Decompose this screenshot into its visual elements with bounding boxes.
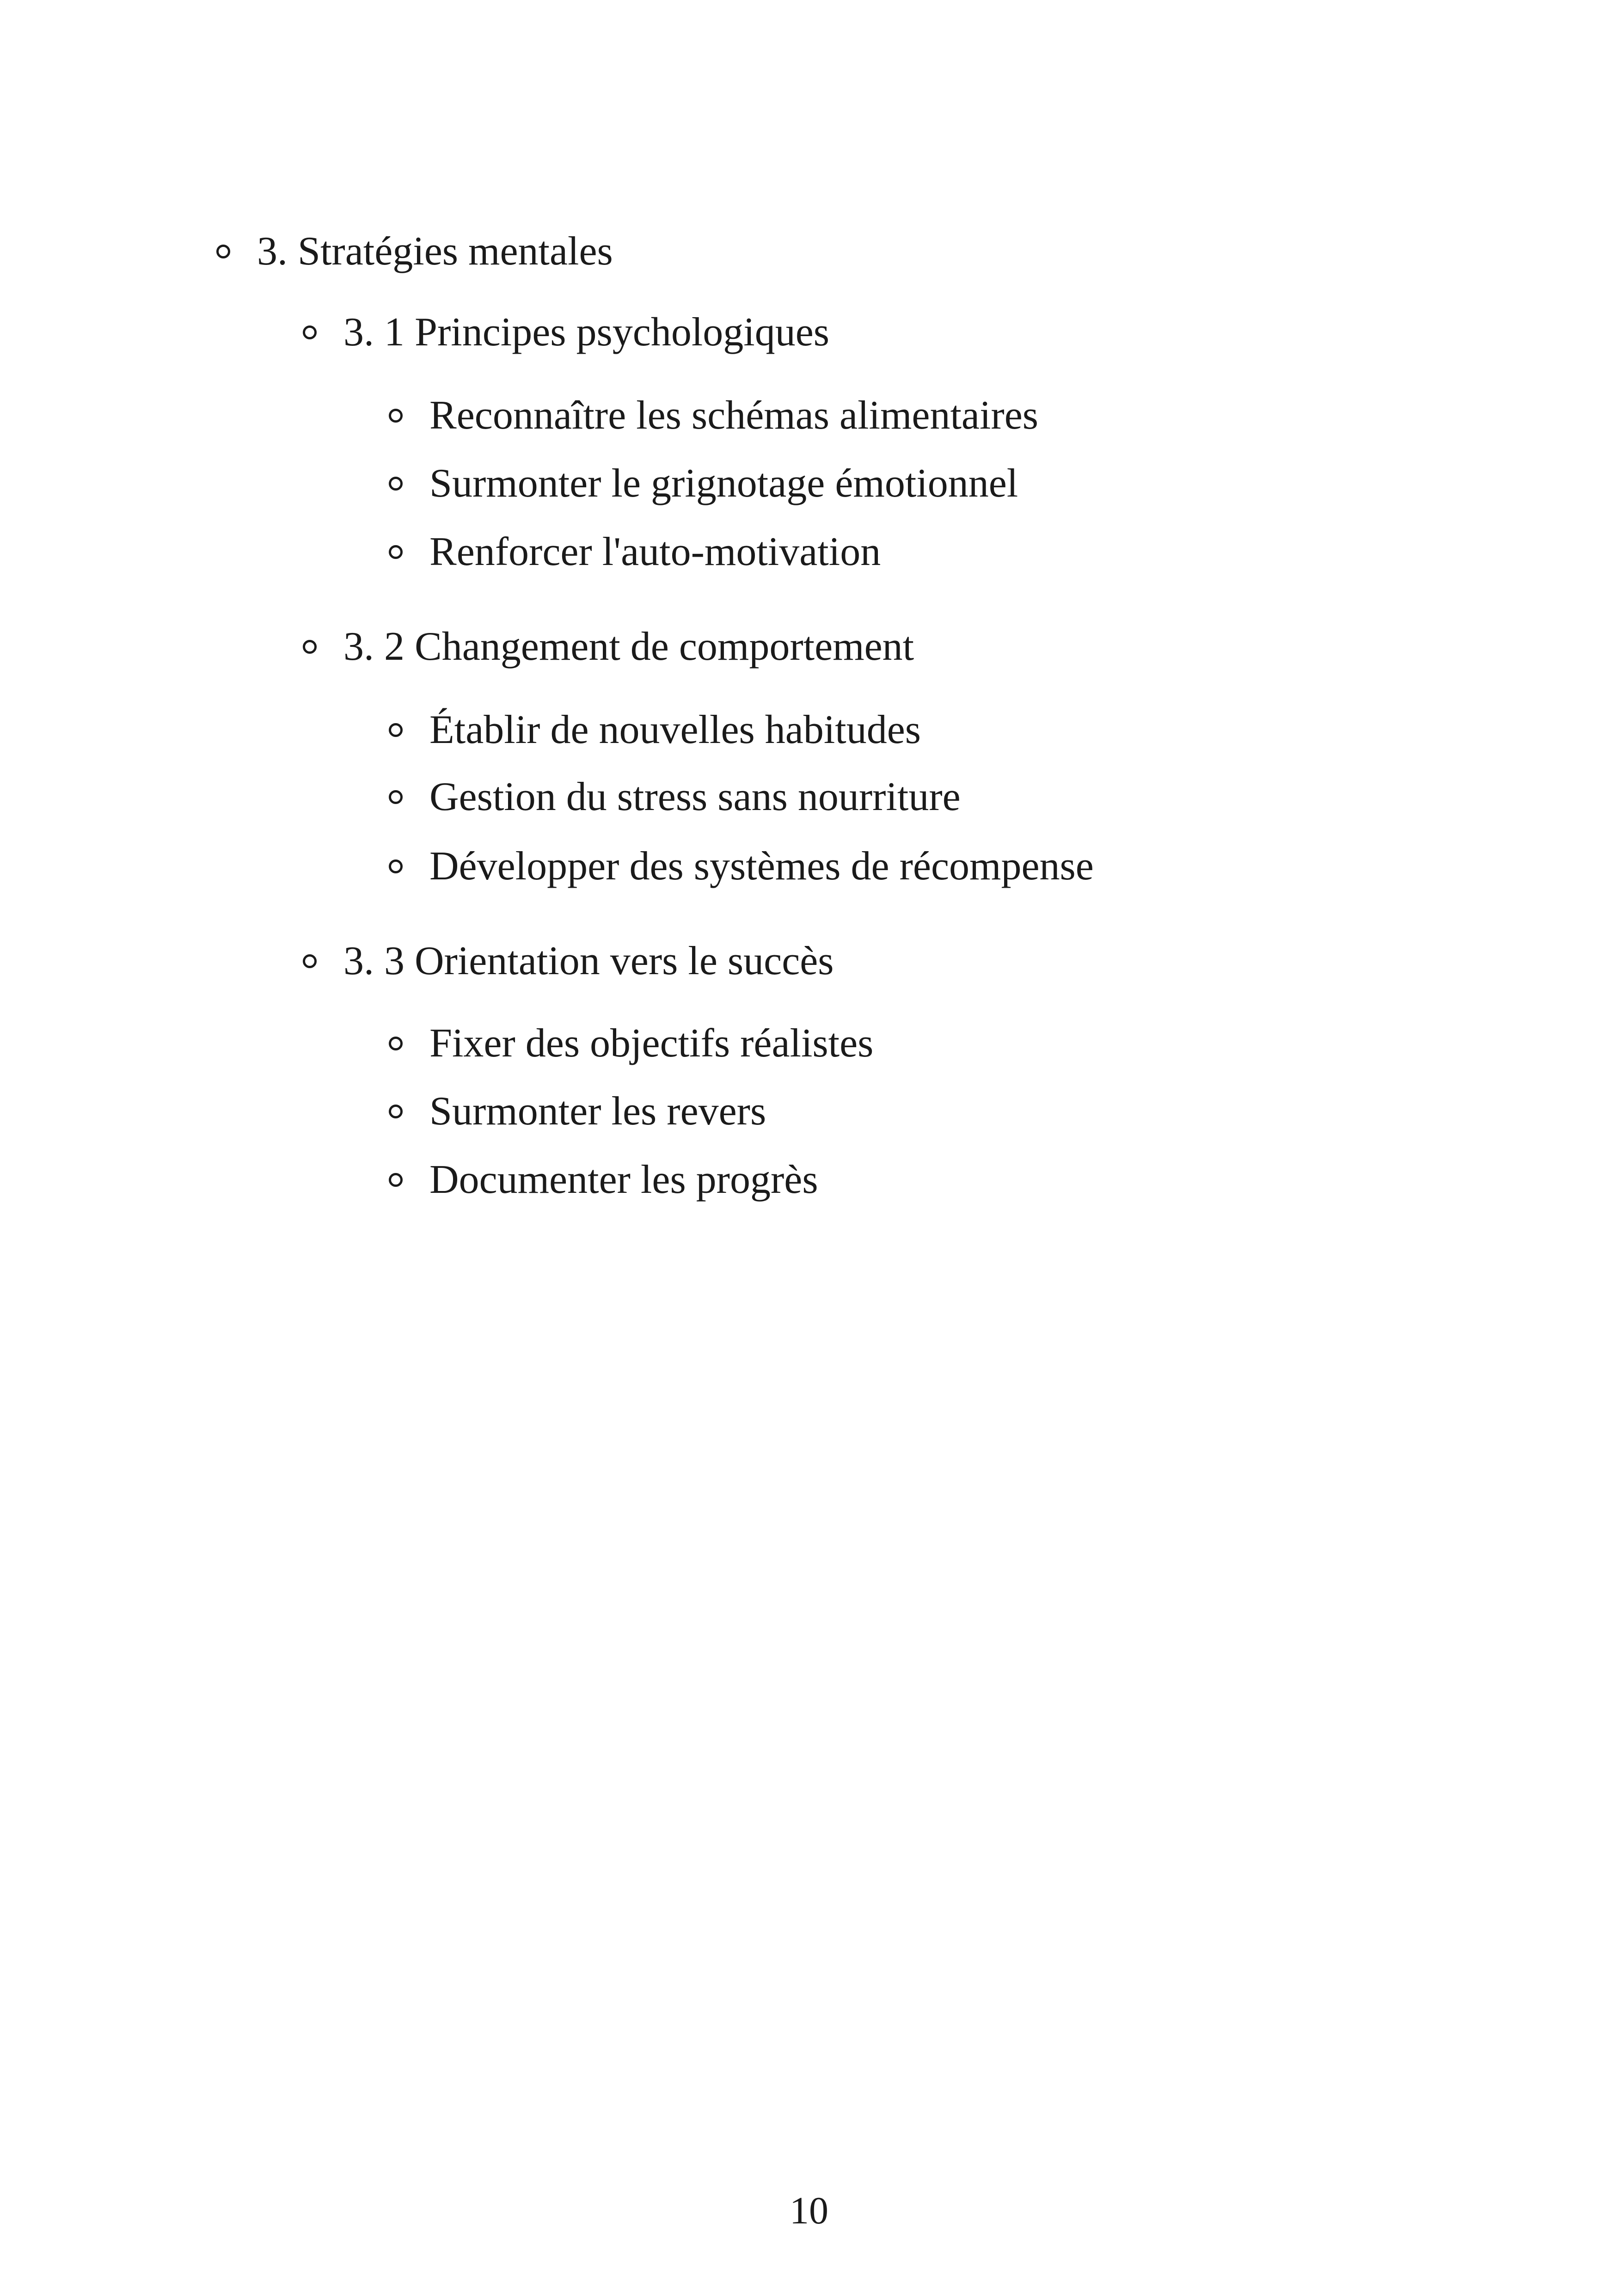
outline-item-level-2: [389, 774, 961, 819]
outline-item-level-1: [303, 312, 829, 353]
outline-item-level-1: [303, 941, 834, 982]
hollow-circle-bullet-icon: [303, 325, 317, 339]
hollow-circle-bullet-icon: [216, 245, 230, 258]
hollow-circle-bullet-icon: [389, 1105, 403, 1118]
outline-item-level-2: [389, 1091, 766, 1132]
section-heading: 3. 1 Principes psychologiques: [343, 310, 830, 355]
hollow-circle-bullet-icon: [389, 545, 403, 559]
outline-item-level-2: [389, 1157, 818, 1202]
list-item: Gestion du stress sans nourriture: [429, 774, 961, 819]
hollow-circle-bullet-icon: [389, 409, 403, 423]
outline-item-level-2: [389, 707, 921, 752]
hollow-circle-bullet-icon: [389, 1173, 403, 1187]
outline-item-level-2: [389, 395, 1038, 436]
hollow-circle-bullet-icon: [389, 790, 403, 804]
list-item: Surmonter les revers: [429, 1089, 766, 1134]
outline-item-level-2: [389, 529, 881, 574]
hollow-circle-bullet-icon: [303, 954, 317, 968]
hollow-circle-bullet-icon: [303, 640, 317, 654]
outline-item-level-1: [303, 626, 914, 667]
list-item: Documenter les progrès: [429, 1157, 818, 1202]
list-item: Reconnaître les schémas alimentaires: [429, 393, 1039, 438]
outline-item-level-2: [389, 1023, 873, 1064]
list-item: Développer des systèmes de récompense: [429, 844, 1094, 889]
list-item: Établir de nouvelles habitudes: [429, 707, 921, 752]
list-item: Fixer des objectifs réalistes: [429, 1021, 874, 1066]
list-item: Renforcer l'auto-motivation: [429, 529, 881, 574]
hollow-circle-bullet-icon: [389, 1037, 403, 1050]
section-heading: 3. 3 Orientation vers le succès: [343, 939, 834, 983]
outline-item-level-2: [389, 463, 1018, 504]
chapter-title: 3. Stratégies mentales: [257, 229, 613, 274]
list-item: Surmonter le grignotage émotionnel: [429, 461, 1018, 506]
hollow-circle-bullet-icon: [389, 859, 403, 873]
page-number: 10: [790, 2189, 828, 2232]
outline-item-level-2: [389, 846, 1094, 887]
hollow-circle-bullet-icon: [389, 723, 403, 737]
outline-item-level-0: [216, 231, 613, 272]
section-heading: 3. 2 Changement de comportement: [343, 624, 914, 669]
hollow-circle-bullet-icon: [389, 477, 403, 491]
